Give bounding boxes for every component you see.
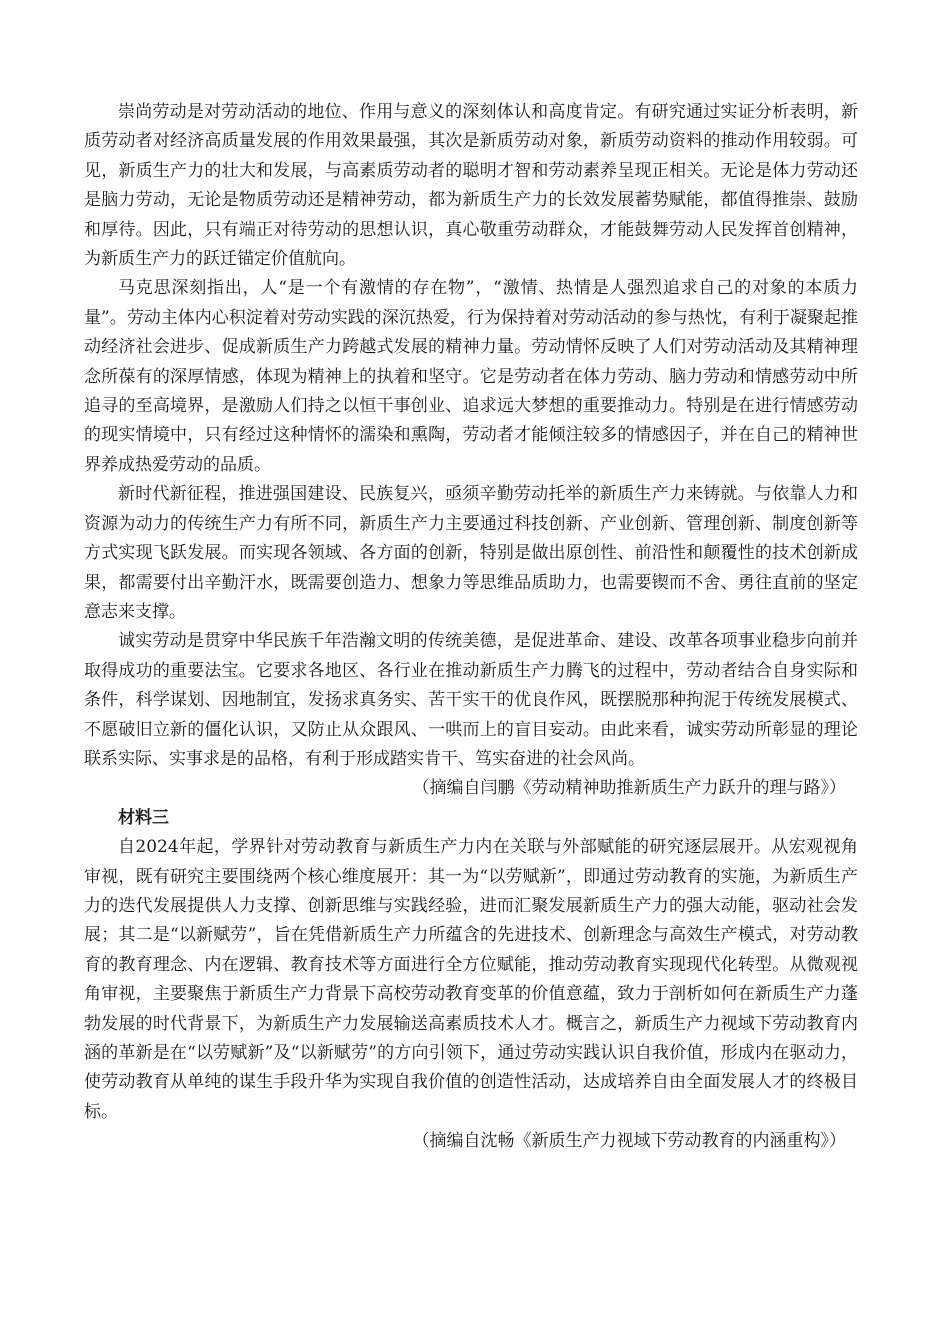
paragraph: 崇尚劳动是对劳动活动的地位、作用与意义的深刻体认和高度肯定。有研究通过实证分析表明，新质劳动者对经济高质量发展的作用效果最强，其次是新质劳动对象，新质劳动资料的推动作用较弱。可见，新质生产力的壮大和发展，与高素质劳动者的聪明才智和劳动素养呈现正相关。无论是体力劳动还是脑力劳动，无论是物质劳动还是精神劳动，都为新质生产力的长效发展蓄势赋能，都值得推崇、鼓励和厚待。因此，只有端正对待劳动的思想认识，真心敬重劳动群众，才能鼓舞劳动人民发挥首创精神，为新质生产力的跃迁锚定价值航向。 xyxy=(84,102,858,270)
paragraph: 马克思深刻指出，人“是一个有激情的存在物”，“激情、热情是人强烈追求自己的对象的本质力量”。劳动主体内心积淀着对劳动实践的深沉热爱，行为保持着对劳动活动的参与热忱，有利于凝聚起推动经济社会进步、促成新质生产力跨越式发展的精神力量。劳动情怀反映了人们对劳动活动及其精神理念所葆有的深厚情感，体现为精神上的执着和坚守。它是劳动者在体力劳动、脑力劳动和情感劳动中所追寻的至高境界，是激励人们持之以恒干事创业、追求远大梦想的重要推动力。特别是在进行情感劳动的现实情境中，只有经过这种情怀的濡染和熏陶，劳动者才能倾注较多的情感因子，并在自己的精神世界养成热爱劳动的品质。 xyxy=(84,278,858,475)
document-page xyxy=(84,98,858,1157)
source-citation: （摘编自闫鹏《劳动精神助推新质生产力跃升的理与路》） xyxy=(412,778,846,799)
paragraph: 诚实劳动是贯穿中华民族千年浩瀚文明的传统美德，是促进革命、建设、改革各项事业稳步向前并取得成功的重要法宝。它要求各地区、各行业在推动新质生产力腾飞的过程中，劳动者结合自身实际和条件，科学谋划、因地制宜，发扬求真务实、苦干实干的优良作风，既摆脱那种拘泥于传统发展模式、不愿破旧立新的僵化认识，又防止从众跟风、一哄而上的盲目妄动。由此来看，诚实劳动所彰显的理论联系实际、实事求是的品格，有利于形成踏实肯干、笃实奋进的社会风尚。 xyxy=(84,631,858,769)
section-title: 材料三 xyxy=(118,807,169,828)
paragraph: 自2024年起，学界针对劳动教育与新质生产力内在关联与外部赋能的研究逐层展开。从宏观视角审视，既有研究主要围绕两个核心维度展开：其一为“以劳赋新”，即通过劳动教育的实施，为新质生产力的迭代发展提供人力支撑、创新思维与实践经验，进而汇聚发展新质生产力的强大动能，驱动社会发展；其二是“以新赋劳”，旨在凭借新质生产力所蕴含的先进技术、创新理念与高效生产模式，对劳动教育的教育理念、内在逻辑、教育技术等方面进行全方位赋能，推动劳动教育实现现代化转型。从微观视角审视，主要聚焦于新质生产力背景下高校劳动教育变革的价值意蕴，致力于剖析如何在新质生产力蓬勃发展的时代背景下，为新质生产力发展输送高素质技术人才。概言之，新质生产力视域下劳动教育内涵的革新是在“以劳赋新”及“以新赋劳”的方向引领下，通过劳动实践认识自我价值，形成内在驱动力，使劳动教育从单纯的谋生手段升华为实现自我价值的创造性活动，达成培养自由全面发展人才的终极目标。 xyxy=(84,837,858,1122)
source-citation: （摘编自沈畅《新质生产力视域下劳动教育的内涵重构》） xyxy=(412,1131,846,1152)
paragraph: 新时代新征程，推进强国建设、民族复兴，亟须辛勤劳动托举的新质生产力来铸就。与依靠人力和资源为动力的传统生产力有所不同，新质生产力主要通过科技创新、产业创新、管理创新、制度创新等方式实现飞跃发展。而实现各领域、各方面的创新，特别是做出原创性、前沿性和颠覆性的技术创新成果，都需要付出辛勤汗水，既需要创造力、想象力等思维品质助力，也需要锲而不舍、勇往直前的坚定意志来支撑。 xyxy=(84,484,858,622)
